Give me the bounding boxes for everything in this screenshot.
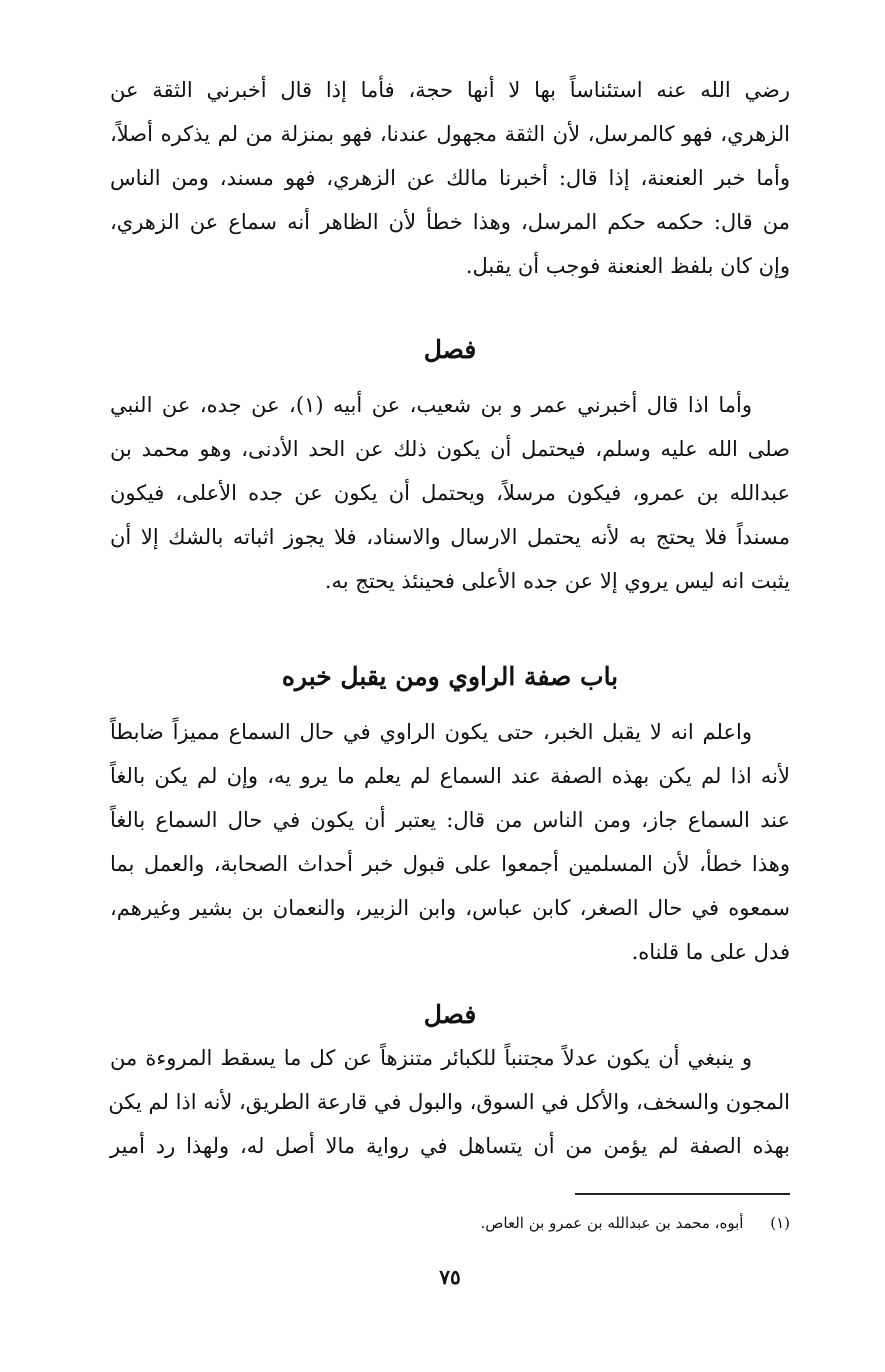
paragraph-4 <box>110 1036 790 1168</box>
text-line: سمعوه في حال الصغر، كابن عباس، وابن الزبير، والنعمان بن بشير وغيرهم، <box>110 896 790 920</box>
text-line: فدل على ما قلناه. <box>631 940 790 964</box>
chapter-heading: باب صفة الراوي ومن يقبل خبره <box>281 662 619 691</box>
text-line: عند السماع جاز، ومن الناس من قال: يعتبر أن يكون في حال السماع بالغاً <box>110 808 790 832</box>
text-line: و ينبغي أن يكون عدلاً مجتنباً للكبائر متنزهاً عن كل ما يسقط المروءة من <box>110 1046 752 1070</box>
text-line: من قال: حكمه حكم المرسل، وهذا خطأ لأن الظاهر أنه سماع عن الزهري، <box>110 210 790 234</box>
section-heading-fasl: فصل <box>423 1000 477 1029</box>
footnote-divider <box>575 1193 790 1195</box>
text-line: بهذه الصفة لم يؤمن من أن يتساهل في رواية مالا أصل له، ولهذا رد أمير <box>110 1134 790 1158</box>
text-line: لأنه اذا لم يكن بهذه الصفة عند السماع لم يعلم ما يرو يه، وإن لم يكن بالغاً <box>110 764 790 788</box>
paragraph-2 <box>110 383 790 603</box>
text-line: يثبت انه ليس يروي إلا عن جده الأعلى فحينئذ يحتج به. <box>324 569 790 593</box>
text-line: وإن كان بلفظ العنعنة فوجب أن يقبل. <box>465 254 790 278</box>
text-line: رضي الله عنه استئناساً بها لا أنها حجة، فأما إذا قال أخبرني الثقة عن <box>110 78 790 102</box>
text-line: واعلم انه لا يقبل الخبر، حتى يكون الراوي في حال السماع مميزاً ضابطاً <box>110 720 752 744</box>
footnote-text: أبوه، محمد بن عبدالله بن عمرو بن العاص. <box>480 1214 744 1232</box>
footnote-marker: (١) <box>770 1214 790 1232</box>
footnote <box>110 1210 790 1236</box>
text-line: مسنداً فلا يحتج به لأنه يحتمل الارسال والاسناد، فلا يجوز اثباته بالشك إلا أن <box>110 525 790 549</box>
text-line: وأما اذا قال أخبرني عمر و بن شعيب، عن أبيه (١)، عن جده، عن النبي <box>110 393 752 417</box>
paragraph-1 <box>110 68 790 288</box>
text-line: عبدالله بن عمرو، فيكون مرسلاً، ويحتمل أن يكون عن جده الأعلى، فيكون <box>110 481 790 505</box>
text-line: صلى الله عليه وسلم، فيحتمل أن يكون ذلك عن الحد الأدنى، وهو محمد بن <box>110 437 790 461</box>
text-line: وأما خبر العنعنة، إذا قال: أخبرنا مالك عن الزهري، فهو مسند، ومن الناس <box>110 166 790 190</box>
section-heading-fasl: فصل <box>423 335 477 364</box>
text-line: المجون والسخف، والأكل في السوق، والبول في قارعة الطريق، لأنه اذا لم يكن <box>108 1090 790 1114</box>
page-number: ٧٥ <box>439 1265 461 1289</box>
text-line: الزهري، فهو كالمرسل، لأن الثقة مجهول عندنا، فهو بمنزلة من لم يذكره أصلاً، <box>110 122 790 146</box>
paragraph-3 <box>110 710 790 974</box>
text-line: وهذا خطأ، لأن المسلمين أجمعوا على قبول خبر أحداث الصحابة، والعمل بما <box>110 852 790 876</box>
